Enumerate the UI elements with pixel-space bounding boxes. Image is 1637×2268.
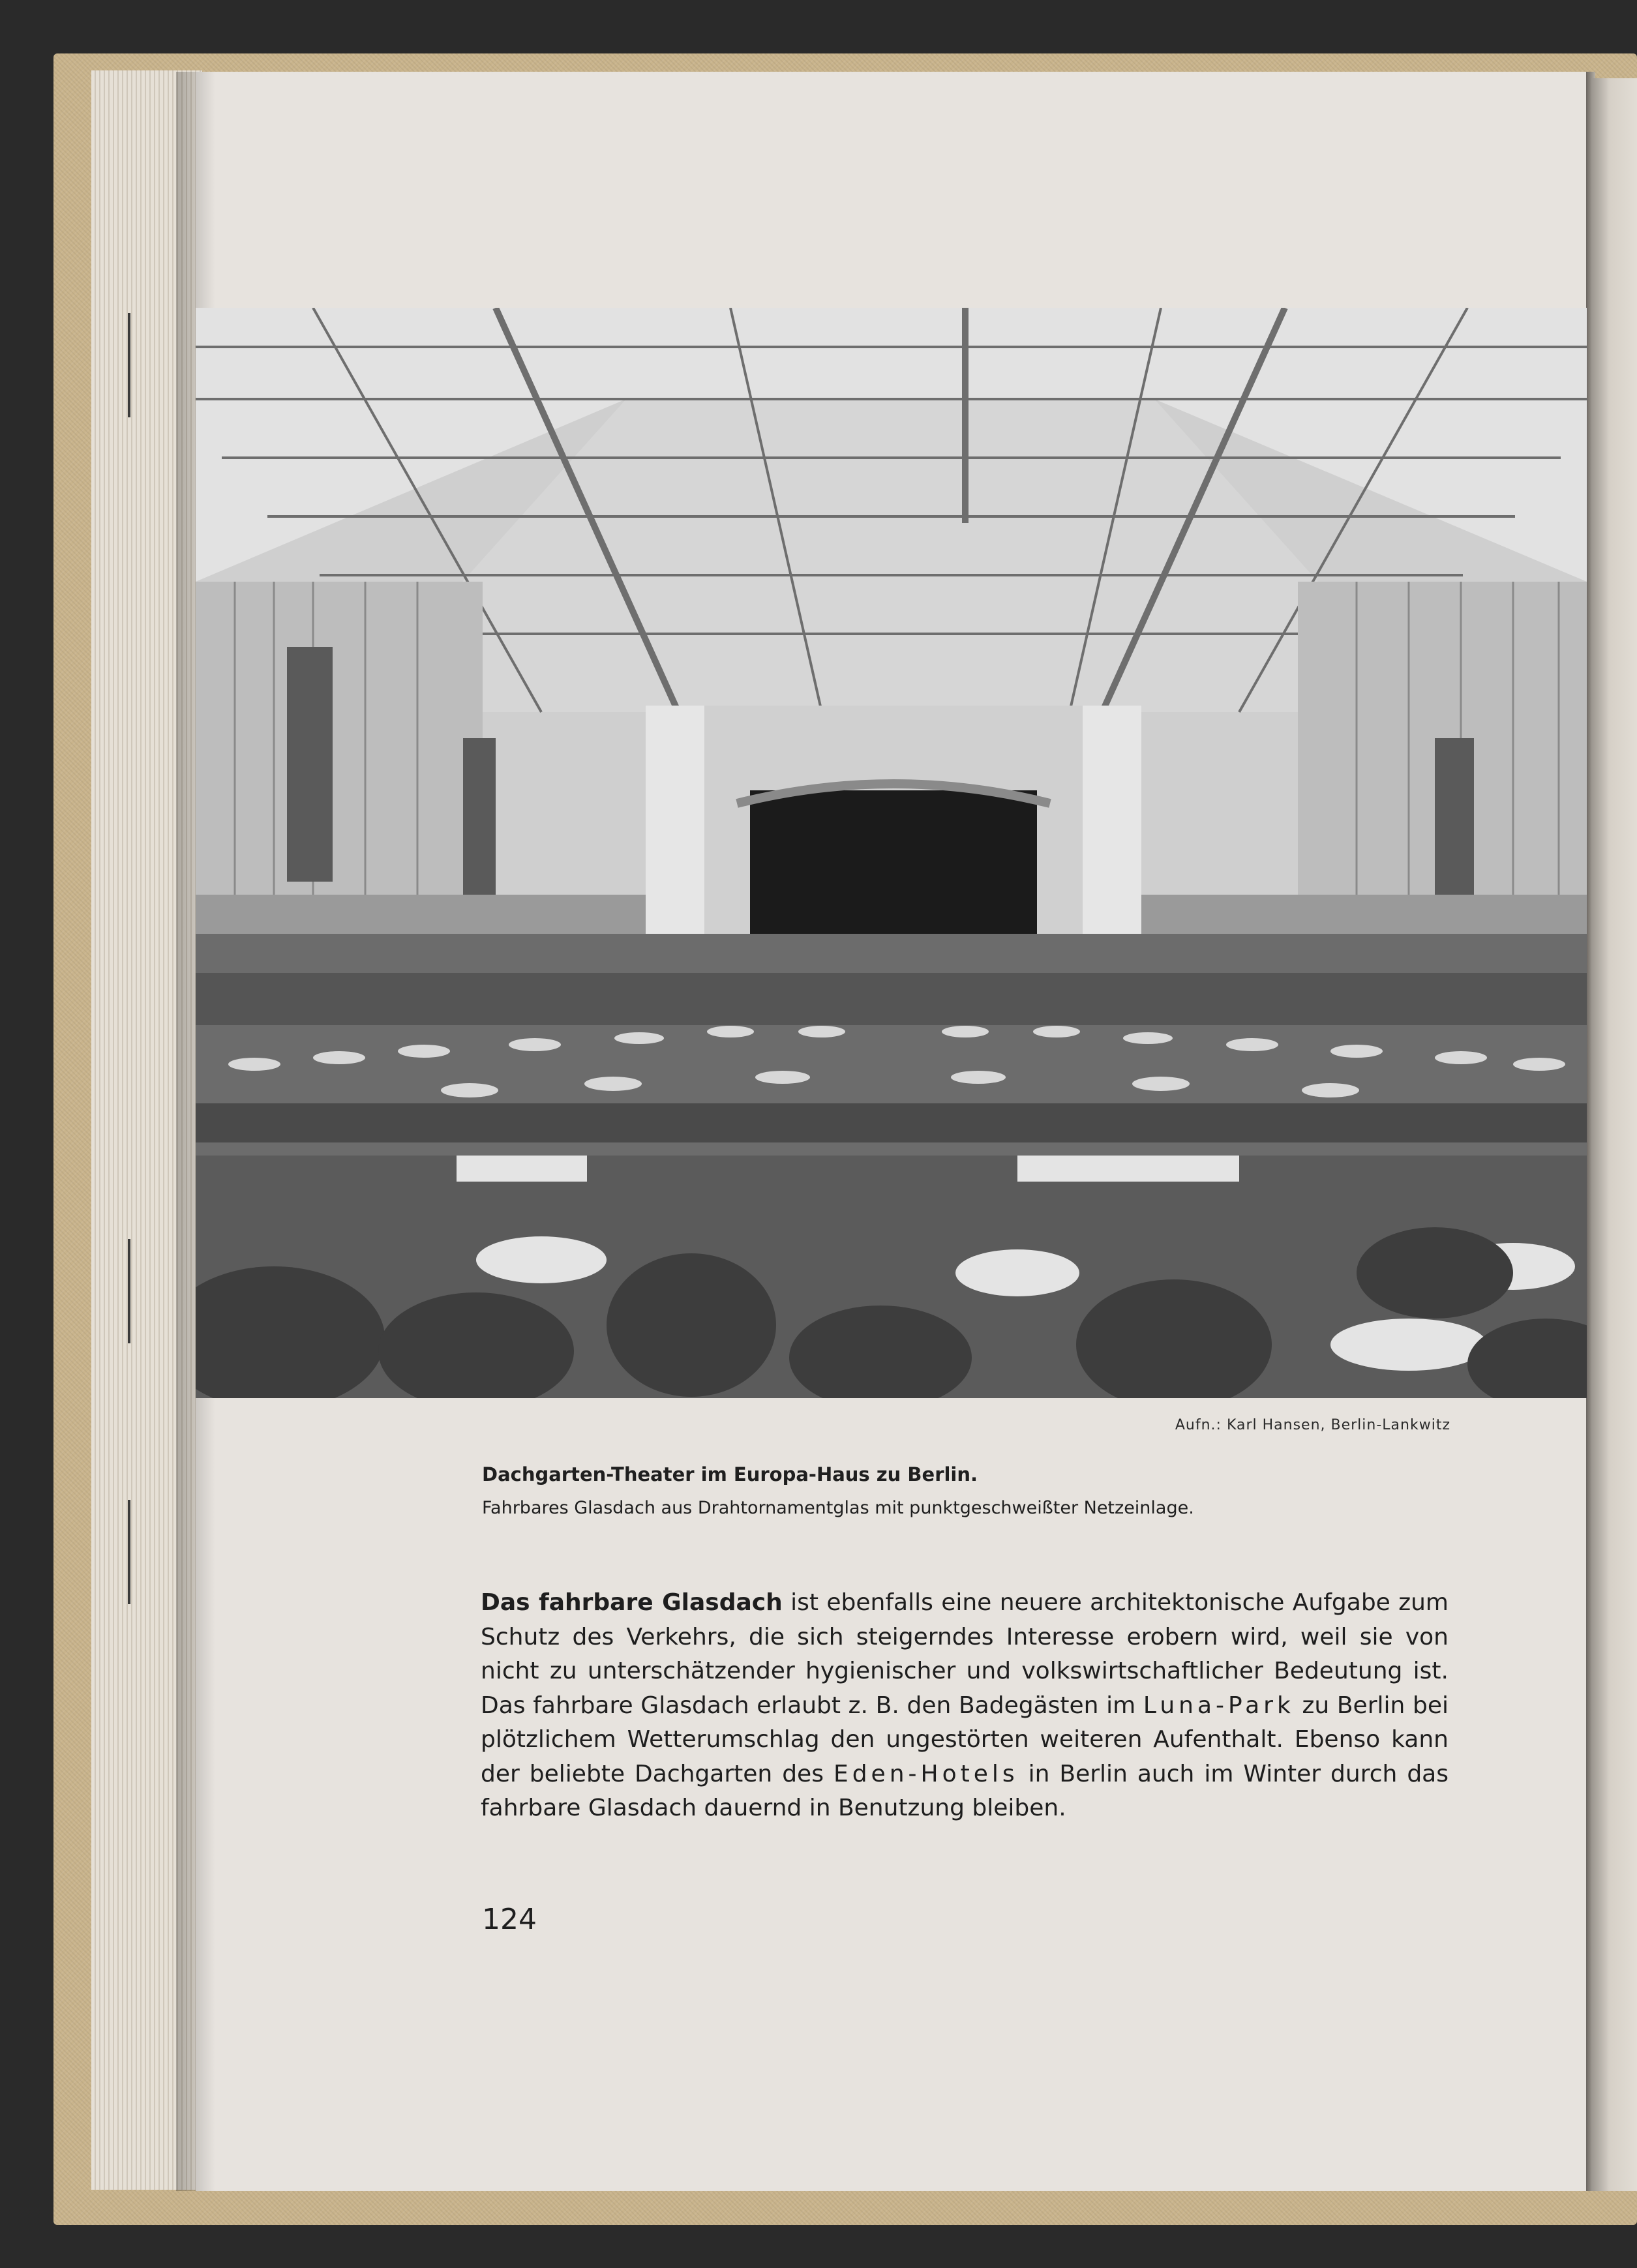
caption-subtitle: Fahrbares Glasdach aus Drahtornamentglas mit punktgeschweißter Netzeinlage. <box>482 1498 1194 1518</box>
body-luna-park: Luna-Park <box>1143 1692 1295 1719</box>
spine-mark <box>128 1239 130 1343</box>
body-eden-hotels: Eden-Hotels <box>833 1760 1019 1787</box>
caption-title: Dachgarten-Theater im Europa-Haus zu Berlin. <box>482 1463 978 1485</box>
body-paragraph <box>481 1586 1449 1826</box>
photo-credit: Aufn.: Karl Hansen, Berlin-Lankwitz <box>1175 1417 1450 1433</box>
next-page-edge <box>1591 78 1637 2191</box>
spine-mark <box>128 313 130 417</box>
body-part-1: ist ebenfalls eine neuere architektonische Aufgabe zum Schutz des Verkehrs, die sich steigerndes Interesse erobern wird, weil sie von nicht zu unterschätzender hygienischer und volkswirtschaftlicher Bedeutung ist. Das fahrbare Glasdach erlaubt z. B. den Badegästen im <box>481 1589 1449 1719</box>
theater-photo <box>196 308 1587 1398</box>
body-part-3: in Berlin auch im Winter durch das fahrbare Glasdach dauernd in Benutzung bleiben. <box>481 1760 1449 1821</box>
body-part-2: zu Berlin bei plötzlichem Wetterumschlag den ungestörten weiteren Aufenthalt. Ebenso kann der beliebte Dachgarten des <box>481 1692 1449 1787</box>
body-lead: Das fahrbare Glasdach <box>481 1589 783 1616</box>
spine-mark <box>128 1500 130 1604</box>
page-number: 124 <box>482 1903 537 1936</box>
